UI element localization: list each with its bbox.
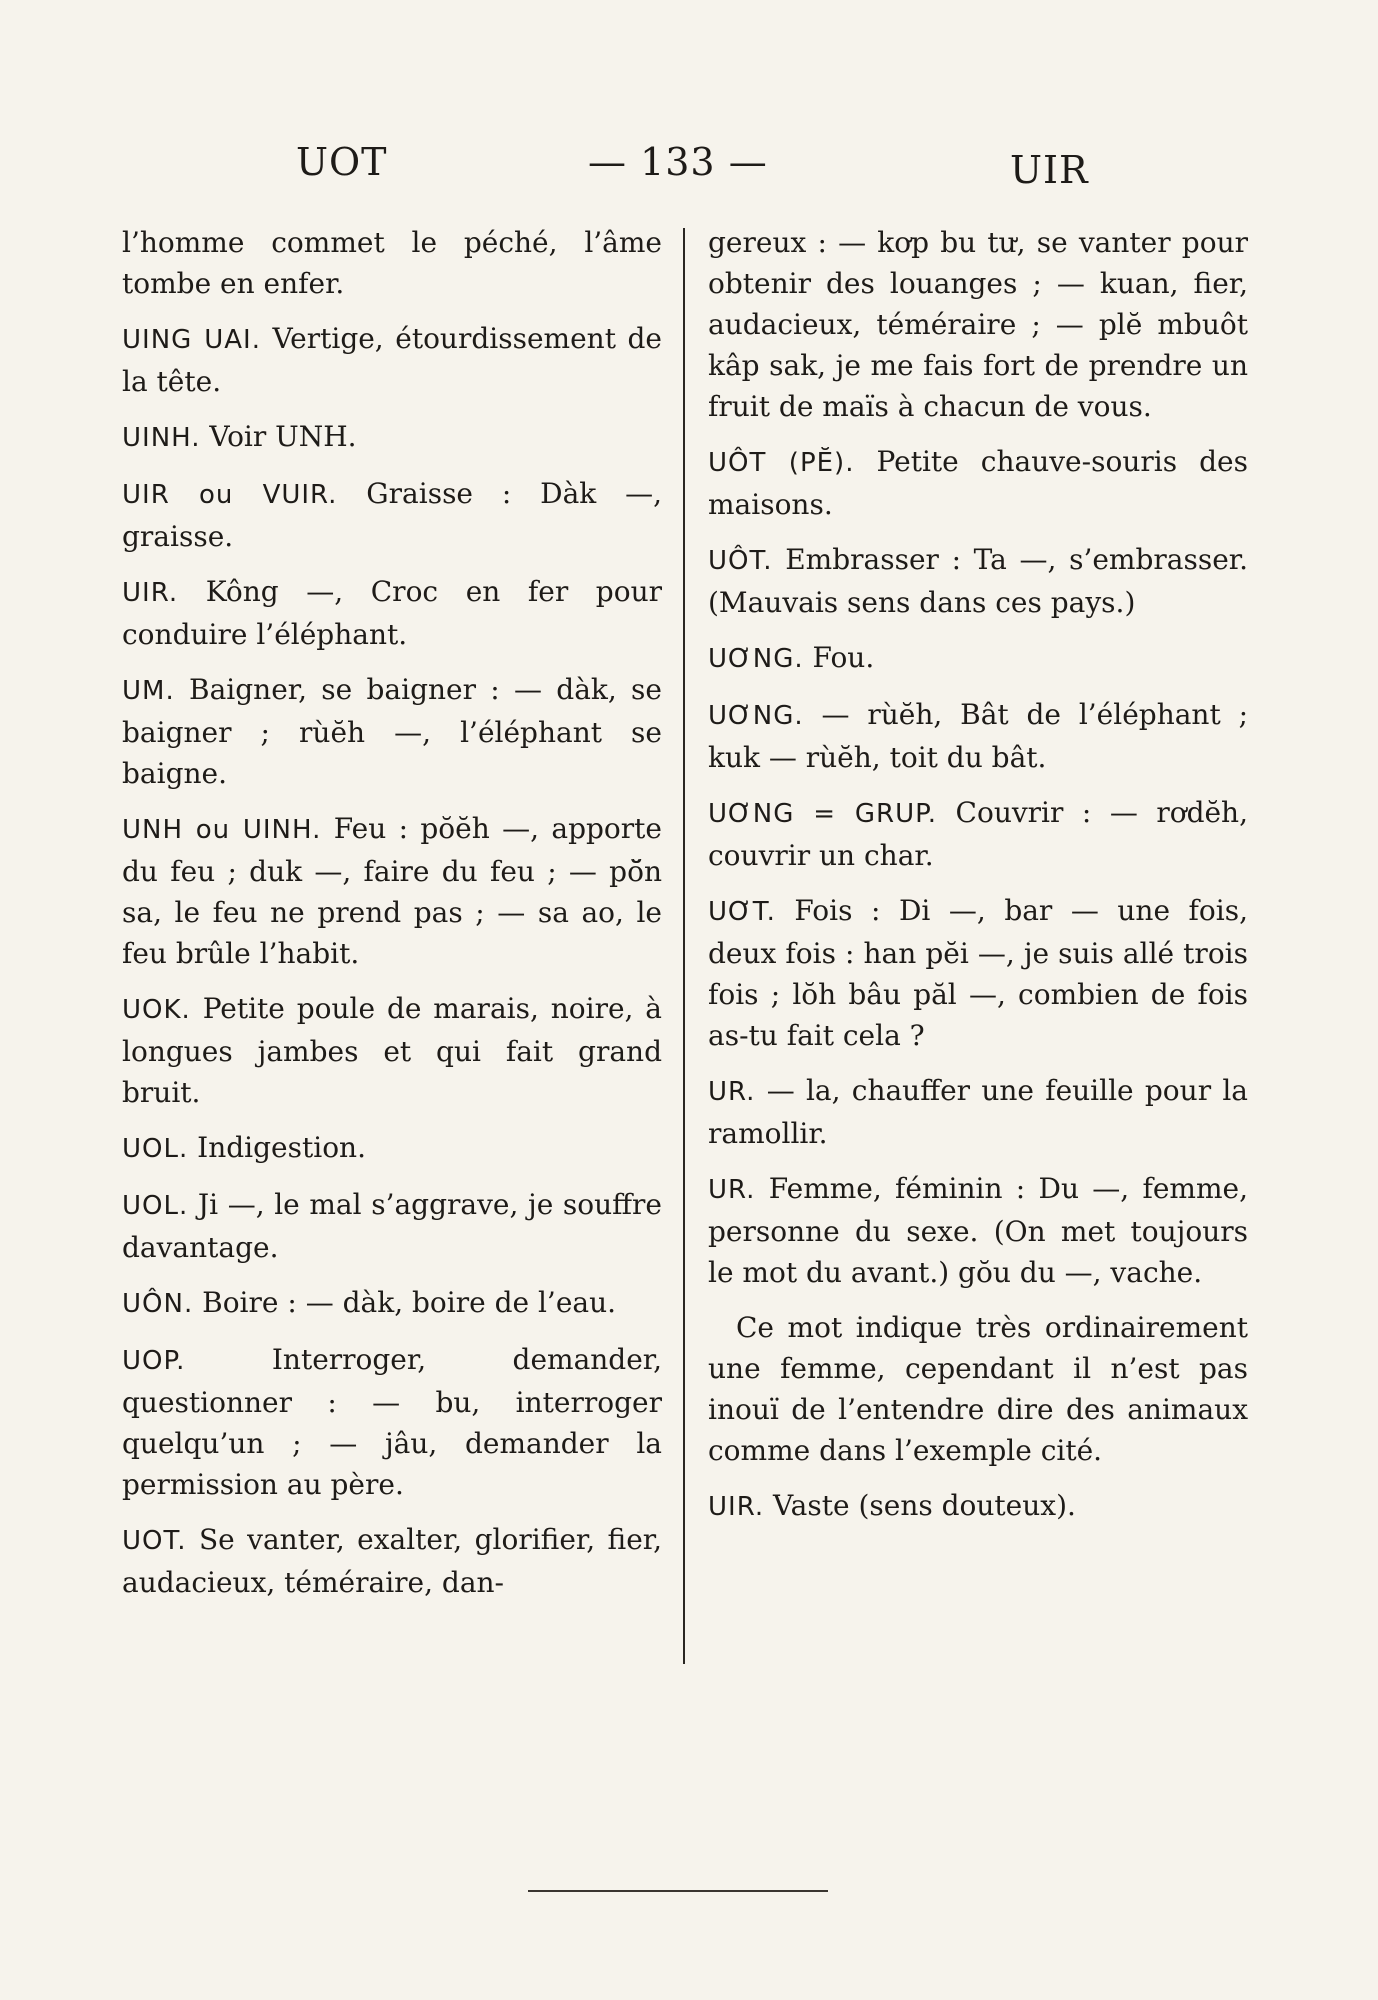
headword: UM. [122,676,175,706]
headword: UÔT. [708,546,773,576]
headword: UIR ou VUIR. [122,480,338,510]
definition: Se vanter, exalter, glorifier, fier, audacieux, téméraire, dan- [122,1523,662,1599]
running-header [0,140,1378,200]
dictionary-entry [122,808,662,974]
definition: Indigestion. [197,1131,366,1164]
definition: Vaste (sens douteux). [773,1489,1076,1522]
dictionary-entry [708,637,1248,680]
headword: UIR. [122,578,179,608]
headword: UƠNG. [708,701,804,731]
footer-rule [528,1890,828,1892]
dictionary-entry [122,571,662,655]
dictionary-entry [122,1519,662,1603]
definition: Voir UNH. [209,420,357,453]
definition: Vertige, étourdissement de la tête. [122,322,662,398]
definition: Kông —, Croc en fer pour conduire l’éléphant. [122,575,662,651]
header-left-guide-word: UOT [296,140,388,184]
dictionary-entry [122,416,662,459]
continuation-text: gereux : — kơp bu tư, se vanter pour obtenir des louanges ; — kuan, fier, audacieux, téméraire ; — plĕ mbuôt kâp sak, je me fais fort de prendre un fruit de maïs à chacun de vous. [708,226,1248,423]
headword: UOL. [122,1134,189,1164]
definition: — la, chauffer une feuille pour la ramollir. [708,1074,1248,1150]
dictionary-entry [122,669,662,794]
headword: UƠNG = GRUP. [708,799,938,829]
headword: UINH. [122,423,201,453]
headword: UR. [708,1175,756,1205]
dictionary-entry [122,1184,662,1268]
dictionary-entry [122,318,662,402]
definition: Femme, féminin : Du —, femme, personne du sexe. (On met toujours le mot du avant.) gŏu du —, vache. [708,1172,1248,1289]
dictionary-entry [122,988,662,1113]
definition: Graisse : Dàk —, graisse. [122,477,662,553]
headword: UOK. [122,995,191,1025]
headword: UNH ou UINH. [122,815,322,845]
dictionary-entry [708,792,1248,876]
definition: Petite poule de marais, noire, à longues jambes et qui fait grand bruit. [122,992,662,1109]
dictionary-entry [122,1339,662,1505]
definition: Boire : — dàk, boire de l’eau. [202,1286,617,1319]
dictionary-entry [708,1485,1248,1528]
dictionary-entry [122,1282,662,1325]
definition: Embrasser : Ta —, s’embrasser. (Mauvais sens dans ces pays.) [708,543,1248,619]
definition: Petite chauve-souris des maisons. [708,445,1248,521]
dictionary-entry [122,1127,662,1170]
definition: Fou. [812,641,875,674]
dictionary-entry [708,539,1248,623]
dictionary-entry [708,1168,1248,1293]
headword: UIR. [708,1492,765,1522]
left-column [122,222,662,1617]
headword: UOT. [122,1526,187,1556]
headword: UR. [708,1077,756,1107]
dictionary-entry [708,441,1248,525]
dictionary-entry [708,890,1248,1056]
definition: Feu : pŏĕh —, apporte du feu ; duk —, faire du feu ; — pŏ̆n sa, le feu ne prend pas ; — sa ao, le feu brûle l’habit. [122,812,662,970]
dictionary-entry [122,473,662,557]
headword: UOL. [122,1191,189,1221]
header-right-guide-word: UIR [1010,148,1089,192]
definition: Interroger, demander, questionner : — bu, interroger quelqu’un ; — jâu, demander la permission au père. [122,1343,663,1501]
headword: UÔN. [122,1289,194,1319]
column-divider [683,228,685,1664]
dictionary-entry [708,1070,1248,1154]
dictionary-entry [708,694,1248,778]
headword: UƠT. [708,897,776,927]
continuation-text: l’homme commet le péché, l’âme tombe en enfer. [122,226,662,300]
definition: Couvrir : — rơdĕh, couvrir un char. [708,796,1248,872]
headword: UƠNG. [708,644,804,674]
headword: UÔT (PĔ). [708,448,855,478]
definition: Fois : Di —, bar — une fois, deux fois : han pĕi —, je suis allé trois fois ; lŏh bâu păl —, combien de fois as-tu fait cela ? [708,894,1248,1052]
right-column [708,222,1248,1542]
usage-note: Ce mot indique très ordinairement une femme, cependant il n’est pas inouï de l’entendre dire des animaux comme dans l’exemple cité. [708,1311,1248,1467]
page-number: — 133 — [588,140,768,184]
definition: — rùĕh, Bât de l’éléphant ; kuk — rùĕh, toit du bât. [708,698,1248,774]
definition: Ji —, le mal s’aggrave, je souffre davantage. [122,1188,663,1264]
headword: UOP. [122,1346,186,1376]
headword: UING UAI. [122,325,261,355]
definition: Baigner, se baigner : — dàk, se baigner ; rùĕh —, l’éléphant se baigne. [122,673,662,790]
